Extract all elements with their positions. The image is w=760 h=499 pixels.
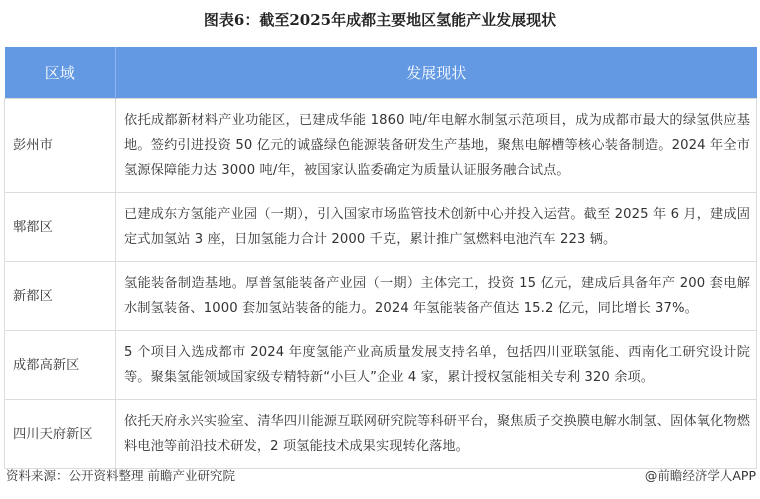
table-row — [5, 193, 757, 262]
credit-text: @前瞻经济学人APP — [644, 468, 756, 483]
status-cell: 5 个项目入选成都市 2024 年度氢能产业高质量发展支持名单，包括四川亚联氢能、西南化工研究设计院等。聚集氢能领域国家级专精特新“小巨人”企业 4 家，累计授权氢能相关专利 320 余项。 — [116, 331, 757, 400]
status-cell: 已建成东方氢能产业园（一期），引入国家市场监管技术创新中心并投入运营。截至 2025 年 6 月，建成固定式加氢站 3 座，日加氢能力合计 2000 千克，累计推广氢燃料电池汽车 223 辆。 — [116, 193, 757, 262]
table-row — [5, 99, 757, 193]
status-cell: 依托天府永兴实验室、清华四川能源互联网研究院等科研平台，聚焦质子交换膜电解水制氢、固体氧化物燃料电池等前沿技术研发，2 项氢能技术成果实现转化落地。 — [116, 400, 757, 469]
region-cell: 成都高新区 — [5, 331, 116, 400]
table-row — [5, 262, 757, 331]
region-cell: 四川天府新区 — [5, 400, 116, 469]
table-header-row — [5, 47, 757, 99]
column-header-status: 发展现状 — [116, 47, 757, 99]
status-cell: 氢能装备制造基地。厚普氢能装备产业园（一期）主体完工，投资 15 亿元，建成后具备年产 200 套电解水制氢装备、1000 套加氢站装备的能力。2024 年氢能装备产值达 15.2 亿元，同比增长 37%。 — [116, 262, 757, 331]
status-cell: 依托成都新材料产业功能区，已建成华能 1860 吨/年电解水制氢示范项目，成为成都市最大的绿氢供应基地。签约引进投资 50 亿元的诚盛绿色能源装备研发生产基地，聚焦电解槽等核心装备制造。2024 年全市氢源保障能力达 3000 吨/年，被国家认监委确定为质量认证服务融合试点。 — [116, 99, 757, 193]
column-header-region: 区域 — [5, 47, 116, 99]
region-cell: 新都区 — [5, 262, 116, 331]
region-cell: 郫都区 — [5, 193, 116, 262]
data-table — [4, 47, 757, 469]
table-row — [5, 400, 757, 469]
page-title: 图表6：截至2025年成都主要地区氢能产业发展现状 — [203, 11, 557, 29]
source-note: 资料来源：公开资料整理 前瞻产业研究院 — [6, 468, 235, 483]
region-cell: 彭州市 — [5, 99, 116, 193]
table-row — [5, 331, 757, 400]
